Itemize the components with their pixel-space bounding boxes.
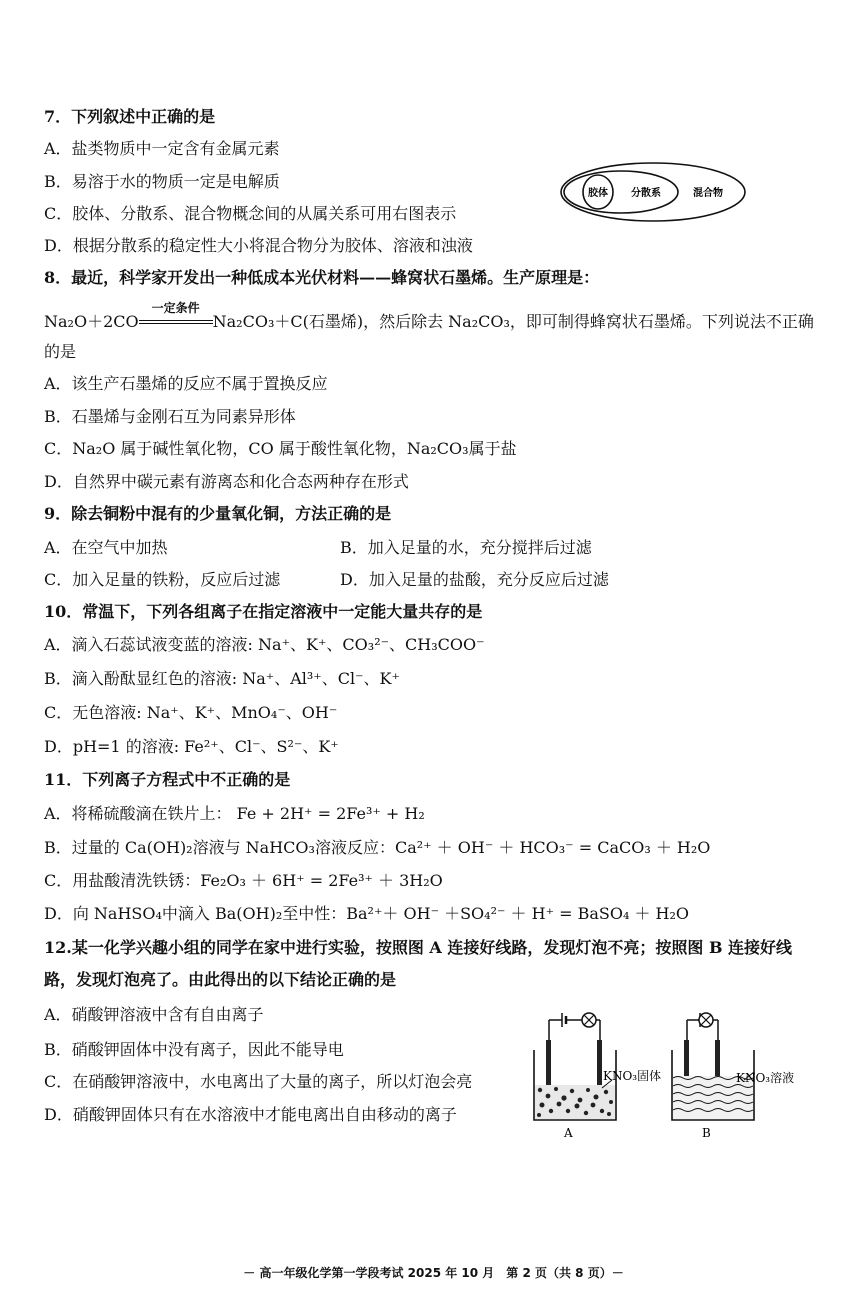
q12-stem-line1: 12.某一化学兴趣小组的同学在家中进行实验，按照图 A 连接好线路，发现灯泡不亮；按照图 B 连接好线	[44, 938, 793, 957]
diagram-label-colloid: 胶体	[588, 188, 608, 199]
q7-option-c: C．胶体、分散系、混合物概念间的从属关系可用右图表示	[44, 204, 457, 223]
q11-option-a: A．将稀硫酸滴在铁片上： Fe + 2H⁺ = 2Fe³⁺ + H₂	[44, 804, 425, 823]
q8-option-b: B．石墨烯与金刚石互为同素异形体	[44, 407, 296, 426]
q8-option-d: D．自然界中碳元素有游离态和化合态两种存在形式	[44, 472, 409, 491]
diagram-label-mixture: 混合物	[693, 188, 723, 199]
q7-nested-ellipse-diagram	[558, 160, 748, 224]
q10-option-b: B．滴入酚酞显红色的溶液: Na⁺、Al³⁺、Cl⁻、K⁺	[44, 669, 400, 688]
q7-option-d: D．根据分散系的稳定性大小将混合物分为胶体、溶液和浊液	[44, 236, 473, 255]
q7-option-a: A．盐类物质中一定含有金属元素	[44, 139, 280, 158]
q11-stem: 11．下列离子方程式中不正确的是	[44, 770, 291, 789]
q9-option-b: B．加入足量的水，充分搅拌后过滤	[340, 538, 592, 557]
q10-option-d: D．pH=1 的溶液: Fe²⁺、Cl⁻、S²⁻、K⁺	[44, 737, 339, 756]
q8-eq-condition: 一定条件	[151, 301, 200, 315]
diagram-label-dispersion: 分散系	[631, 188, 661, 199]
q12-stem-line2: 路，发现灯泡亮了。由此得出的以下结论正确的是	[44, 970, 397, 989]
q10-option-c: C．无色溶液: Na⁺、K⁺、MnO₄⁻、OH⁻	[44, 703, 338, 722]
q11-option-c: C．用盐酸清洗铁锈：Fe₂O₃ ＋ 6H⁺ = 2Fe³⁺ ＋ 3H₂O	[44, 871, 443, 890]
q8-option-c: C．Na₂O 属于碱性氧化物，CO 属于酸性氧化物，Na₂CO₃属于盐	[44, 439, 517, 458]
q12-option-b: B．硝酸钾固体中没有离子，因此不能导电	[44, 1040, 344, 1059]
q12-option-a: A．硝酸钾溶液中含有自由离子	[44, 1005, 264, 1024]
figure-a-caption: A	[564, 1126, 573, 1140]
q9-option-c: C．加入足量的铁粉，反应后过滤	[44, 570, 281, 589]
q12-circuit-figures	[520, 1010, 820, 1145]
q12-option-c: C．在硝酸钾溶液中，水电离出了大量的离子，所以灯泡会亮	[44, 1072, 473, 1091]
figure-b-caption: B	[702, 1126, 711, 1140]
q8-stem-cont: 的是	[44, 342, 77, 361]
q9-option-a: A．在空气中加热	[44, 538, 168, 557]
q9-option-d: D．加入足量的盐酸，充分反应后过滤	[340, 570, 609, 589]
q8-option-a: A．该生产石墨烯的反应不属于置换反应	[44, 374, 328, 393]
figure-a-solid	[535, 1085, 615, 1119]
q9-row-cd	[44, 569, 837, 591]
q9-stem: 9．除去铜粉中混有的少量氧化铜，方法正确的是	[44, 504, 392, 523]
q8-stem: 8．最近，科学家开发出一种低成本光伏材料——蜂窝状石墨烯。生产原理是：	[44, 268, 600, 287]
figure-b-circuit	[672, 1013, 794, 1140]
q8-eq-arrow	[139, 301, 213, 333]
q8-eq-left: Na₂O＋2CO	[44, 312, 139, 331]
q11-option-d: D．向 NaHSO₄中滴入 Ba(OH)₂至中性：Ba²⁺＋ OH⁻ ＋SO₄²⁻ ＋ H⁺ = BaSO₄ ＋ H₂O	[44, 904, 690, 923]
q9-row-ab	[44, 537, 837, 559]
q8-equation-line	[44, 301, 837, 333]
q8-eq-right: Na₂CO₃＋C(石墨烯)，然后除去 Na₂CO₃，即可制得蜂窝状石墨烯。下列说法不正确	[212, 312, 814, 331]
figure-a-circuit	[534, 1013, 661, 1140]
q11-option-b: B．过量的 Ca(OH)₂溶液与 NaHCO₃溶液反应：Ca²⁺ ＋ OH⁻ ＋ HCO₃⁻ = CaCO₃ ＋ H₂O	[44, 838, 711, 857]
figure-b-label: KNO₃溶液	[736, 1071, 795, 1085]
q7-stem: 7．下列叙述中正确的是	[44, 107, 216, 126]
q10-option-a: A．滴入石蕊试液变蓝的溶液: Na⁺、K⁺、CO₃²⁻、CH₃COO⁻	[44, 635, 485, 654]
figure-a-label: KNO₃固体	[603, 1069, 662, 1083]
q12-option-d: D．硝酸钾固体只有在水溶液中才能电离出自由移动的离子	[44, 1105, 457, 1124]
page-footer: － 高一年级化学第一学段考试 2025 年 10 月 第 2 页（共 8 页）－	[243, 1266, 624, 1280]
q7-option-b: B．易溶于水的物质一定是电解质	[44, 172, 280, 191]
q10-stem: 10．常温下，下列各组离子在指定溶液中一定能大量共存的是	[44, 602, 483, 621]
